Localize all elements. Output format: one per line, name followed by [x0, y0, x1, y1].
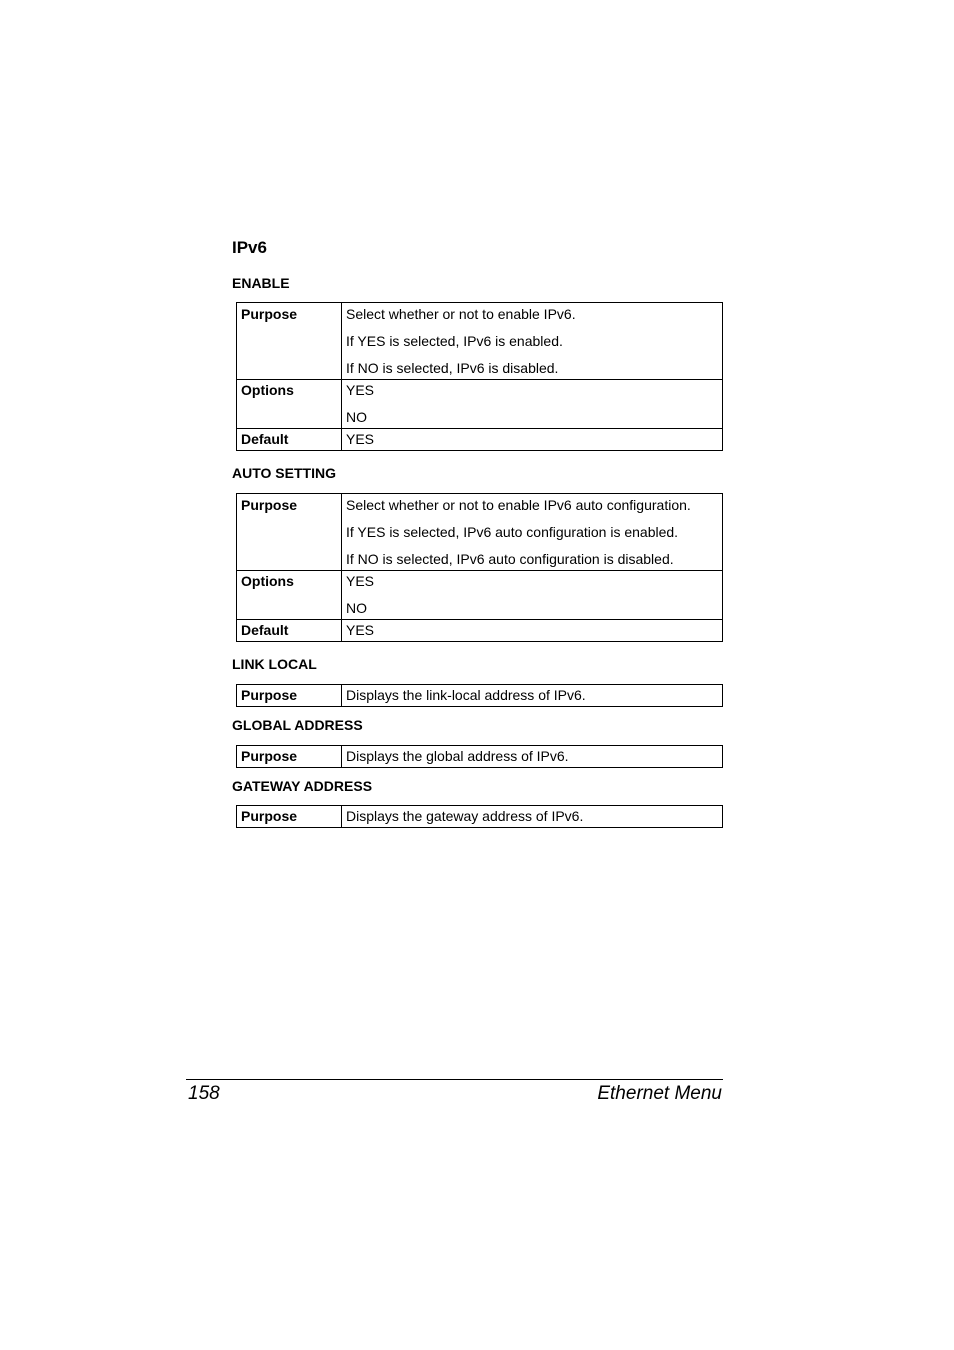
table-row [237, 494, 723, 571]
auto-setting-table [236, 493, 723, 642]
row-label: Options [237, 380, 342, 429]
page-heading: IPv6 [232, 238, 267, 257]
row-value: Select whether or not to enable IPv6 auto configuration. If YES is selected, IPv6 auto configuration is enabled. If NO is selected, IPv6 auto configuration is disabled. [342, 494, 723, 571]
row-value: Displays the gateway address of IPv6. [342, 806, 723, 828]
row-value: YES [342, 429, 723, 451]
page-number: 158 [188, 1083, 220, 1104]
row-label: Default [237, 620, 342, 642]
table-row [237, 746, 723, 768]
row-value: Displays the global address of IPv6. [342, 746, 723, 768]
row-value: YES NO [342, 571, 723, 620]
row-label: Purpose [237, 685, 342, 707]
row-label: Purpose [237, 746, 342, 768]
row-value: Select whether or not to enable IPv6. If YES is selected, IPv6 is enabled. If NO is selected, IPv6 is disabled. [342, 303, 723, 380]
link-local-table [236, 684, 723, 707]
row-label: Default [237, 429, 342, 451]
global-address-table [236, 745, 723, 768]
row-label: Purpose [237, 806, 342, 828]
section-title-gateway-address: GATEWAY ADDRESS [232, 778, 373, 794]
table-row [237, 806, 723, 828]
section-title-link-local: LINK LOCAL [232, 656, 317, 672]
section-title-global-address: GLOBAL ADDRESS [232, 717, 363, 733]
row-value: YES [342, 620, 723, 642]
row-value: Displays the link-local address of IPv6. [342, 685, 723, 707]
row-value: YES NO [342, 380, 723, 429]
table-row [237, 303, 723, 380]
enable-table [236, 302, 723, 451]
row-label: Options [237, 571, 342, 620]
table-row [237, 429, 723, 451]
table-row [237, 571, 723, 620]
chapter-name: Ethernet Menu [597, 1083, 722, 1104]
gateway-address-table [236, 805, 723, 828]
table-row [237, 380, 723, 429]
footer-rule [186, 1079, 723, 1080]
row-label: Purpose [237, 494, 342, 571]
table-row [237, 685, 723, 707]
section-title-auto-setting: AUTO SETTING [232, 465, 336, 481]
row-label: Purpose [237, 303, 342, 380]
section-title-enable: ENABLE [232, 275, 290, 291]
table-row [237, 620, 723, 642]
